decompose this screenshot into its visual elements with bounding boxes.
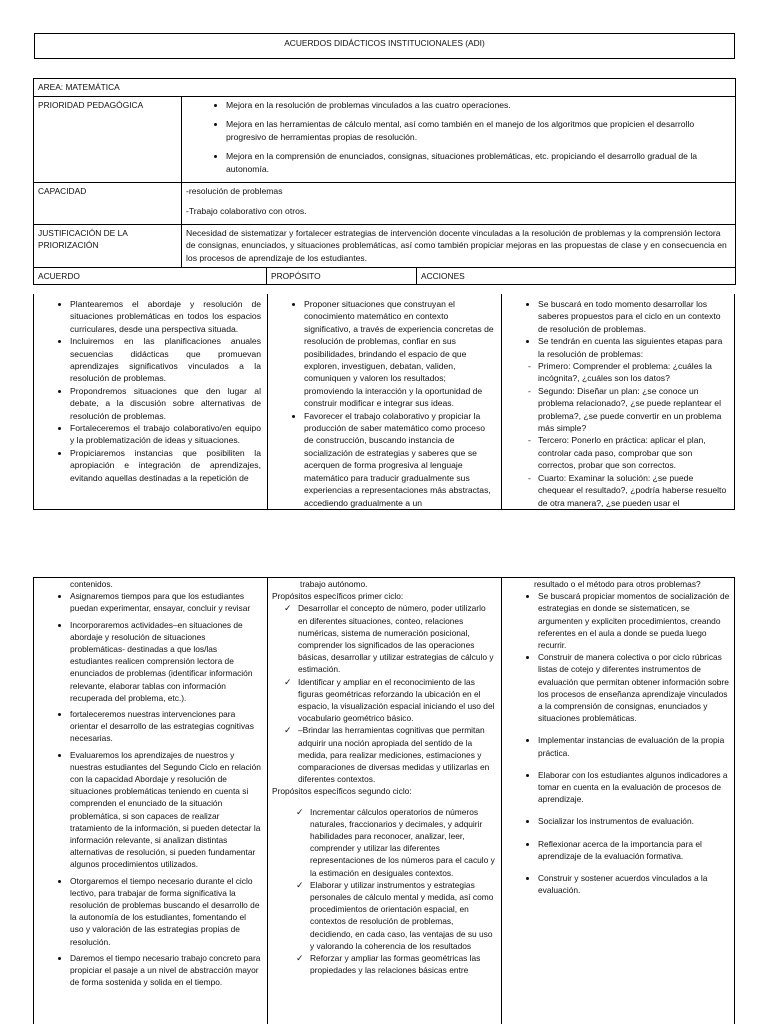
acuerdo-item: • Asignaremos tiempos para que los estudiantes puedan experimentar, ensayar, concluir y revisar xyxy=(70,590,261,614)
proposito-check-item: ✓ Reforzar y ampliar las formas geométricas las propiedades y las relaciones básicas entre xyxy=(296,953,481,976)
prioridad-label: PRIORIDAD PEDAGÓGICA xyxy=(34,96,182,182)
proposito-item: • Favorecer el trabajo colaborativo y propiciar la producción de saber matemático como proceso de construcción, buscando instancia de socialización de estrategias y saberes que se acerquen de forma progresiva al lenguaje matemático para traducir gradualmente sus experiencias a representaciones más abstractas, accediendo gradualmente a un xyxy=(304,410,495,509)
acciones-item: • Elaborar con los estudiantes algunos indicadores a tomar en cuenta en la evaluación de procesos de aprendizaje. xyxy=(538,769,730,806)
acuerdo-continued: contenidos. xyxy=(70,579,113,589)
acciones-item: • Se buscará propiciar momentos de socialización de estrategias en donde se sistematicen, se argumenten y expliciten procedimientos, creando referentes en el aula a donde se pueda luego recurrir. xyxy=(538,590,730,651)
page-title: ACUERDOS DIDÁCTICOS INSTITUCIONALES (ADI) xyxy=(34,33,735,59)
acciones-continued: resultado o el método para otros problemas? xyxy=(534,579,701,589)
prioridad-item: • Mejora en la resolución de problemas vinculados a las cuatro operaciones. xyxy=(226,99,731,112)
prioridad-list xyxy=(182,96,736,182)
adi-table-page1 xyxy=(33,78,736,285)
prioridad-item: • Mejora en la comprensión de enunciados, consignas, situaciones problemáticas, etc. propiciando el desarrollo gradual de la autonomía. xyxy=(226,150,731,175)
acuerdo-item: • Propondremos situaciones que den lugar al debate, a la discusión sobre alternativas de resolución de problemas. xyxy=(70,385,261,422)
acuerdo-item: • Plantearemos el abordaje y resolución de situaciones problemáticas en todos los espacios curriculares, desde una perspectiva situada. xyxy=(70,298,261,335)
check-icon: ✓ xyxy=(296,806,304,817)
capacidad-values xyxy=(182,182,736,224)
acciones-step: - Segundo: Diseñar un plan: ¿se conoce un problema relacionado?, ¿se puede replantear el problema?, ¿se puede convertir en un problema más simple? xyxy=(538,385,730,435)
acciones-column xyxy=(502,294,735,510)
proposito-check-item: ✓ Incrementar cálculos operatorios de números naturales, fraccionarios y decimales, y adquirir habilidades para reconocer, analizar, leer, comprender y utilizar las diferentes representaciones de los números para el caculo y la estimación en desiguales contextos. xyxy=(296,806,495,878)
capacidad-item: -resolución de problemas xyxy=(186,185,283,196)
acuerdo-item: • Daremos el tiempo necesario trabajo concreto para propiciar el pasaje a un nivel de abstracción mayor de forma sostenida y solida en el tiempo. xyxy=(70,952,261,989)
acuerdo-item: • Propiciaremos instancias que posibiliten la apropiación e integración de aprendizajes, evitando aquellas destinadas a la repetición de xyxy=(70,447,261,484)
proposito-check-item: ✓ Desarrollar el concepto de número, poder utilizarlo en diferentes situaciones, conteo, relaciones numéricas, sistema de numeración posicional, comprender los significados de las operaciones básicas, desarrollar y utilizar estrategias de cálculo y estimación. xyxy=(284,603,494,675)
check-icon: ✓ xyxy=(296,953,304,964)
justificacion-label: JUSTIFICACIÓN DE LA PRIORIZACIÓN xyxy=(34,224,182,267)
proposito-column-cont xyxy=(268,578,502,1024)
acuerdo-item: • Otorgaremos el tiempo necesario durante el ciclo lectivo, para trabajar de forma significativa la resolución de problemas buscando el desarrollo de la autonomía de los estudiantes, fomentando el uso y valoración de las estrategias propias de resolución. xyxy=(70,875,261,948)
proposito-check-item: ✓ Elaborar y utilizar instrumentos y estrategias personales de cálculo mental y medida, así como procedimientos de orientación espacial, en contextos de resolución de problemas, decidiendo, en cada caso, las ventajas de su uso y valorando la coherencia de los resultados xyxy=(296,879,494,951)
proposito-column xyxy=(268,294,502,510)
acciones-item: • Se buscará en todo momento desarrollar los saberes propuestos para el ciclo en un contexto de resolución de problemas. xyxy=(538,298,730,335)
capacidad-item: -Trabajo colaborativo con otros. xyxy=(186,206,307,217)
acciones-item: • Socializar los instrumentos de evaluación. xyxy=(538,815,730,827)
page2-columns xyxy=(33,577,735,1024)
proposito-heading-primer-ciclo: Propósitos específicos primer ciclo: xyxy=(272,591,404,602)
acciones-item: • Se tendrán en cuenta las siguientes etapas para la resolución de problemas: xyxy=(538,335,730,360)
capacidad-label: CAPACIDAD xyxy=(34,182,182,224)
acuerdo-item: • Incluiremos en las planificaciones anuales secuencias didácticas que promuevan aprendizajes significativos vinculados a la resolución de problemas. xyxy=(70,335,261,385)
header-acciones: ACCIONES xyxy=(417,267,736,285)
check-icon: ✓ xyxy=(284,676,292,687)
proposito-item: • Proponer situaciones que construyan el conocimiento matemático en contexto significativo, a través de experiencia concretas de resolución de problemas, confiar en sus posibilidades, brindando el espacio de que exploren, investiguen, debatan, validen, comuniquen y valoren los resultados; promoviendo la interacción y la oportunidad de construir modificar e integrar sus ideas. xyxy=(304,298,495,410)
acciones-item: • Construir y sostener acuerdos vinculados a la evaluación. xyxy=(538,872,730,896)
area-label: AREA: MATEMÁTICA xyxy=(34,79,736,97)
prioridad-item: • Mejora en las herramientas de cálculo mental, así como también en el manejo de los algoritmos que propicien el desarrollo progresivo de herramientas propias de resolución. xyxy=(226,118,731,143)
page1-columns xyxy=(33,294,735,510)
check-icon: ✓ xyxy=(284,725,292,736)
header-proposito: PROPÓSITO xyxy=(267,267,417,285)
check-icon: ✓ xyxy=(296,879,304,890)
acciones-step: - Tercero: Ponerlo en práctica: aplicar el plan, controlar cada paso, comprobar que son correctos, probar que son correctos. xyxy=(538,434,730,471)
acciones-step: - Primero: Comprender el problema: ¿cuáles la incógnita?, ¿cuáles son los datos? xyxy=(538,360,730,385)
check-icon: ✓ xyxy=(284,603,292,614)
acciones-item: • Implementar instancias de evaluación de la propia práctica. xyxy=(538,734,730,758)
acciones-item: • Construir de manera colectiva o por ciclo rúbricas listas de cotejo y diferentes instrumentos de evaluación que permitan obtener información sobre los procesos de enseñanza aprendizaje vinculados a la comprensión de consignas, enunciados y situaciones problemáticas. xyxy=(538,651,730,724)
proposito-check-item: ✓ –Brindar las herramientas cognitivas que permitan adquirir una noción apropiada del sentido de la medida, para realizar mediciones, estimaciones y comparaciones de diversas medidas y utilizarlas en diferentes contextos. xyxy=(284,725,490,785)
proposito-continued: trabajo autónomo. xyxy=(300,579,368,589)
header-acuerdo: ACUERDO xyxy=(34,267,267,285)
acuerdo-item: • Incorporaremos actividades–en situaciones de abordaje y resolución de situaciones problemáticas- destinadas a que los/las estudiantes realicen comprensión lectora de enunciados de problemas (identificar información relevante, elaborar tablas con información recuperada del problema, etc.). xyxy=(70,619,261,704)
justificacion-text: Necesidad de sistematizar y fortalecer estrategias de intervención docente vinculadas a la resolución de problemas y la comprensión lectora de consignas, enunciados, y situaciones problemáticas, así como también propiciar mejoras en las propuestas de clase y en consecuencia en los procesos de aprendizaje de los estudiantes. xyxy=(182,224,736,267)
acuerdo-column-cont xyxy=(34,578,268,1024)
acuerdo-item: • Fortaleceremos el trabajo colaborativo/en equipo y la problematización de ideas y situaciones. xyxy=(70,422,261,447)
acuerdo-item: • Evaluaremos los aprendizajes de nuestros y nuestras estudiantes del Segundo Ciclo en relación con la capacidad Abordaje y resolución de situaciones problemáticas teniendo en cuenta si comprenden el enunciado de la situación problemática, si son capaces de realizar tratamiento de la información, si pueden detectar la información relevante, si analizan distintas alternativas de resolución, si pueden fundamentar algunos procedimientos utilizados. xyxy=(70,749,261,871)
proposito-check-item: ✓ Identificar y ampliar en el reconocimiento de las figuras geométricas reforzando la ubicación en el espacio, la visualización espacial iniciando el uso del vocabulario geométrico básico. xyxy=(284,676,495,724)
acuerdo-column xyxy=(34,294,268,510)
acciones-column-cont xyxy=(502,578,735,1024)
acciones-item: • Reflexionar acerca de la importancia para el aprendizaje de la evaluación formativa. xyxy=(538,838,730,862)
acciones-step: - Cuarto: Examinar la solución: ¿se puede chequear el resultado?, ¿podría haberse resuelto de otra manera?, ¿se pueden usar el xyxy=(538,472,730,509)
acuerdo-item: • fortaleceremos nuestras intervenciones para orientar el desarrollo de las estrategias cognitivas necesarias. xyxy=(70,708,261,745)
proposito-heading-segundo-ciclo: Propósitos específicos segundo ciclo: xyxy=(272,786,412,797)
